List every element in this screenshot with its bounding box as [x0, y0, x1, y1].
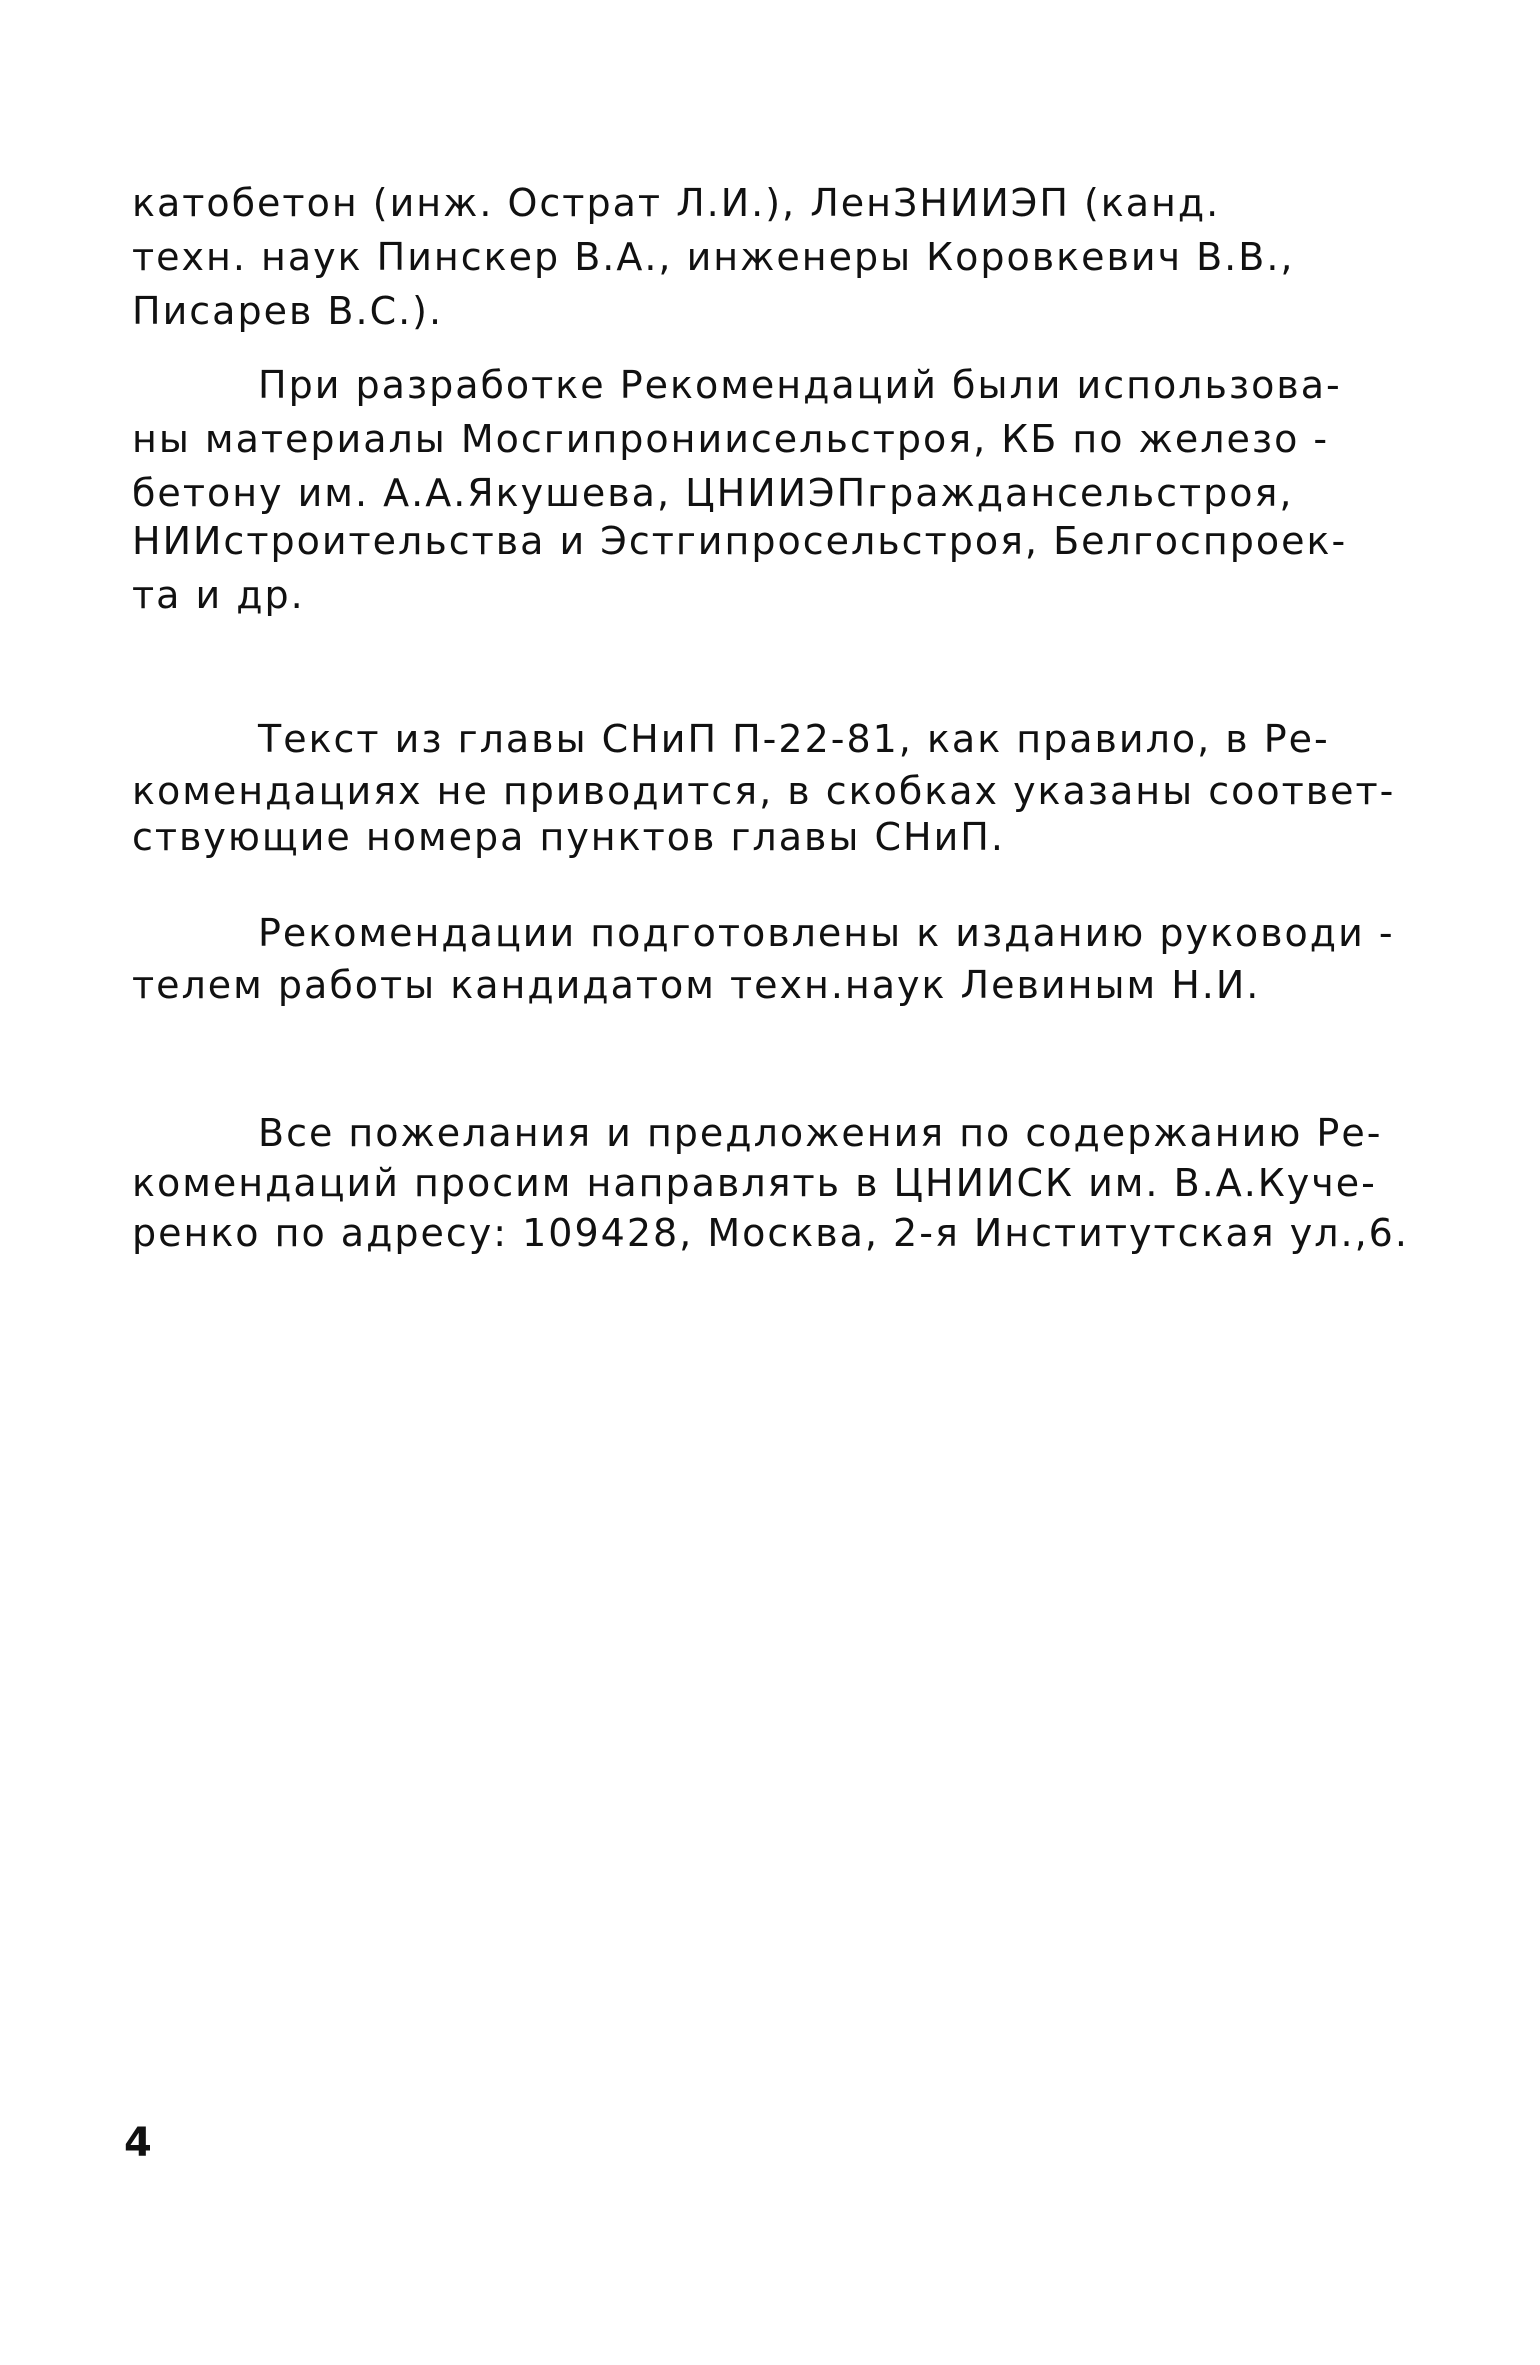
paragraph-2-line-2: ны материалы Мосгипрониисельстроя, КБ по железо - [132, 417, 1330, 461]
paragraph-1-line-2: техн. наук Пинскер В.А., инженеры Коровкевич В.В., [132, 235, 1295, 279]
paragraph-5-line-2: комендаций просим направлять в ЦНИИСК им. В.А.Куче- [132, 1161, 1377, 1205]
paragraph-4-line-1: Рекомендации подготовлены к изданию руководи - [258, 911, 1395, 955]
paragraph-5-line-1: Все пожелания и предложения по содержанию Ре- [258, 1111, 1383, 1155]
paragraph-2-line-3: бетону им. А.А.Якушева, ЦНИИЭПграждансельстроя, [132, 471, 1294, 515]
paragraph-2-line-1: При разработке Рекомендаций были использова- [258, 363, 1342, 407]
paragraph-3-line-1: Текст из главы СНиП П-22-81, как правило, в Ре- [258, 717, 1330, 761]
paragraph-4-line-2: телем работы кандидатом техн.наук Левиным Н.И. [132, 963, 1261, 1007]
paragraph-1-line-3: Писарев В.С.). [132, 289, 444, 333]
paragraph-3-line-2: комендациях не приводится, в скобках указаны соответ- [132, 769, 1396, 813]
paragraph-1-line-1: катобетон (инж. Острат Л.И.), ЛенЗНИИЭП (канд. [132, 181, 1221, 225]
paragraph-3-line-3: ствующие номера пунктов главы СНиП. [132, 815, 1005, 859]
paragraph-2-line-4: НИИстроительства и Эстгипросельстроя, Белгоспроек- [132, 519, 1348, 563]
paragraph-2-line-5: та и др. [132, 573, 305, 617]
page-number: 4 [124, 2120, 152, 2166]
paragraph-5-line-3: ренко по адресу: 109428, Москва, 2-я Институтская ул.,6. [132, 1211, 1409, 1255]
